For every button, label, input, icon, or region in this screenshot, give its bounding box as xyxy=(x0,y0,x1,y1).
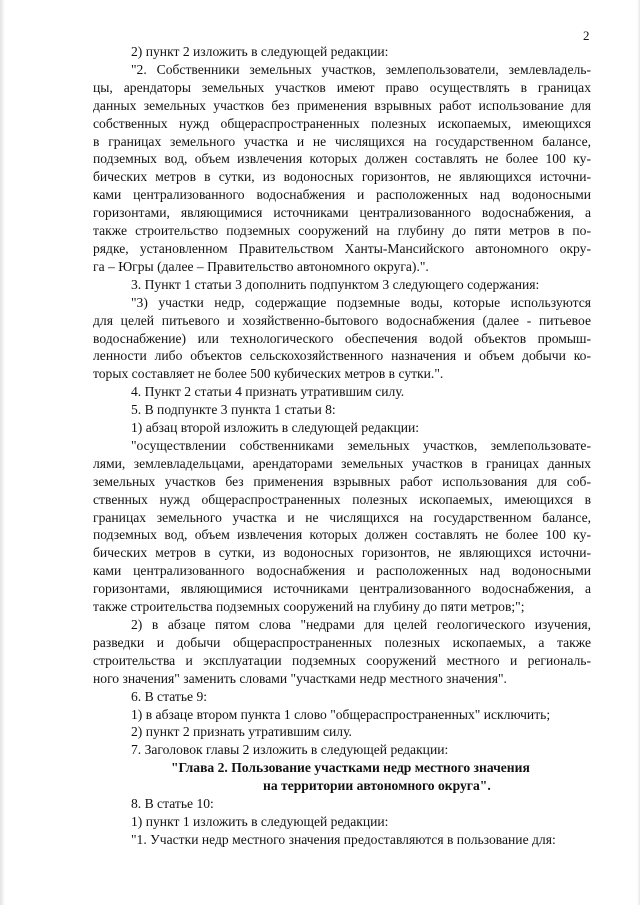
chapter-heading-line: на территории автономного округа". xyxy=(263,778,491,794)
text-line: рядке, установленном Правительством Ханты-Мансийского автономного окру- xyxy=(93,240,591,256)
text-line: в границах земельного участка и не числящихся на государственном балансе, xyxy=(93,133,591,149)
chapter-heading-line: "Глава 2. Пользование участками недр местного значения xyxy=(171,760,530,776)
text-line: 1) абзац второй изложить в следующей редакции: xyxy=(131,420,420,436)
text-line: для целей питьевого и хозяйственно-бытового водоснабжения (далее - питьевое xyxy=(93,312,591,328)
text-line: данных земельных участков без применения взрывных работ использование для xyxy=(93,97,591,113)
text-line: га – Югры (далее – Правительство автономного округа).". xyxy=(93,258,429,274)
text-line: цы, арендаторы земельных участков имеют право осуществлять в границах xyxy=(93,79,591,95)
text-line: горизонтами, являющимися источниками централизованного водоснабжения, а xyxy=(93,205,591,221)
text-line: подземных вод, объем извлечения которых должен составлять не более 100 ку- xyxy=(93,527,591,543)
text-line: лями, землевладельцами, арендаторами земельных участков в границах данных xyxy=(93,455,591,471)
text-line: строительства и эксплуатации подземных сооружений местного и региональ- xyxy=(93,652,591,668)
text-line: 2) пункт 2 изложить в следующей редакции: xyxy=(131,44,389,59)
text-line: подземных вод, объем извлечения которых должен составлять не более 100 ку- xyxy=(93,151,591,167)
text-line: 8. В статье 10: xyxy=(131,796,214,812)
text-line: также строительства подземных сооружений на глубину до пяти метров;"; xyxy=(93,599,525,615)
text-line: ленности либо объектов сельскохозяйственного назначения и объем добычи ко- xyxy=(93,348,591,364)
text-line: 3. Пункт 1 статьи 3 дополнить подпунктом 3 следующего содержания: xyxy=(131,276,540,292)
document-body xyxy=(93,43,591,849)
text-line: "2. Собственники земельных участков, землепользователи, землевладель- xyxy=(131,61,591,77)
page-number: 2 xyxy=(583,28,590,43)
text-line: 1) пункт 1 изложить в следующей редакции: xyxy=(131,813,389,829)
text-line: бических метров в сутки, из водоносных горизонтов, не являющихся источни- xyxy=(93,545,591,561)
text-line: 2) пункт 2 признать утратившим силу. xyxy=(131,724,352,740)
text-line: ственных нужд общераспространенных полезных ископаемых, имеющихся в xyxy=(93,491,591,507)
text-line: 7. Заголовок главы 2 изложить в следующей редакции: xyxy=(131,742,449,758)
text-line: водоснабжение) или технологического обеспечения водой объектов промыш- xyxy=(93,330,591,346)
text-line: 6. В статье 9: xyxy=(131,688,208,704)
text-line: собственных нужд общераспространенных полезных ископаемых, имеющихся xyxy=(93,115,591,131)
text-line: ками централизованного водоснабжения и расположенных над водоносными xyxy=(93,187,591,203)
text-line: разведки и добычи общераспространенных полезных ископаемых, а также xyxy=(93,634,591,650)
text-line: 1) в абзаце втором пункта 1 слово "общераспространенных" исключить; xyxy=(131,706,551,722)
text-line: 4. Пункт 2 статьи 4 признать утратившим силу. xyxy=(131,384,405,400)
text-line: "3) участки недр, содержащие подземные воды, которые используются xyxy=(131,294,591,310)
text-line: 2) в абзаце пятом слова "недрами для целей геологического изучения, xyxy=(131,617,591,632)
text-line: ного значения" заменить словами "участками недр местного значения". xyxy=(93,670,507,686)
text-line: торых составляет не более 500 кубических метров в сутки.". xyxy=(93,366,444,382)
text-line: бических метров в сутки, из водоносных горизонтов, не являющихся источни- xyxy=(93,169,591,185)
text-line: "1. Участки недр местного значения предоставляются в пользование для: xyxy=(131,831,556,847)
text-line: земельных участков без применения взрывных работ использования для соб- xyxy=(93,473,591,489)
text-line: ками централизованного водоснабжения и расположенных над водоносными xyxy=(93,563,591,579)
text-line: "осуществлении собственниками земельных участков, землепользовате- xyxy=(131,437,591,453)
text-line: также строительство подземных сооружений на глубину до пяти метров в по- xyxy=(93,223,591,239)
text-line: горизонтами, являющимися источниками централизованного водоснабжения, а xyxy=(93,581,591,597)
text-line: границах земельного участка и не числящихся на государственном балансе, xyxy=(93,509,591,525)
scan-edge-left xyxy=(0,0,5,905)
text-line: 5. В подпункте 3 пункта 1 статьи 8: xyxy=(131,402,336,418)
